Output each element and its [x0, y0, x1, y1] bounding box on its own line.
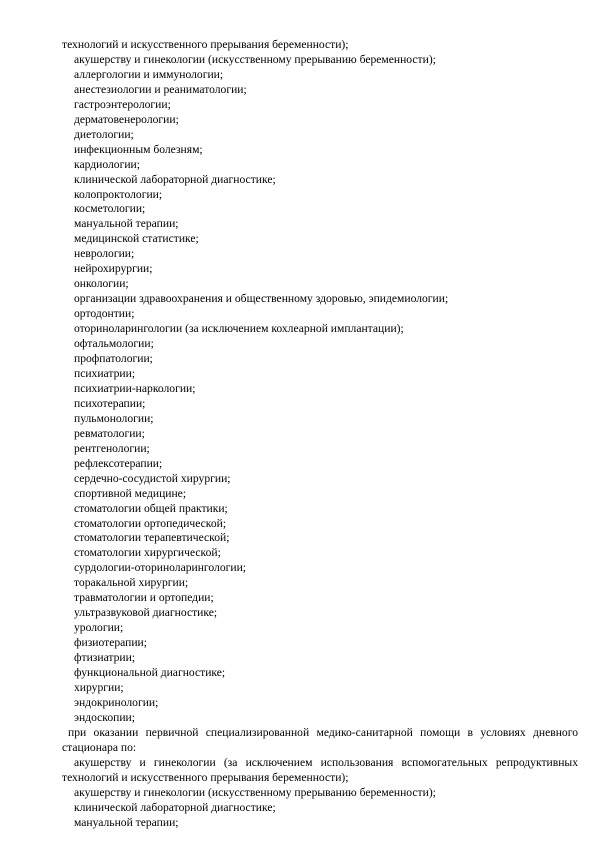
text-line: технологий и искусственного прерывания беременности); [62, 38, 349, 51]
list-item: организации здравоохранения и общественному здоровью, эпидемиологии; [74, 292, 449, 306]
list-item: торакальной хирургии; [74, 576, 189, 590]
list-item: стоматологии хирургической; [74, 546, 221, 560]
list-item: фтизиатрии; [74, 651, 136, 665]
list-item: профпатологии; [74, 352, 153, 366]
list-item: аллергологии и иммунологии; [74, 67, 224, 81]
list-item: клинической лабораторной диагностике; [74, 172, 276, 186]
list-item: психотерапии; [74, 396, 146, 410]
list-item: рефлексотерапии; [74, 456, 163, 470]
list-item: анестезиологии и реаниматологии; [74, 82, 247, 96]
list-item: онкологии; [74, 277, 129, 291]
list-item: кардиологии; [74, 157, 140, 171]
list-item: травматологии и ортопедии; [74, 591, 214, 605]
list-item: косметологии; [74, 202, 146, 216]
list-item: урологии; [74, 621, 124, 635]
list-item: рентгенологии; [74, 441, 150, 455]
list-item: нейрохирургии; [74, 262, 153, 276]
list-item: стоматологии ортопедической; [74, 516, 227, 530]
list-item: эндокринологии; [74, 695, 159, 709]
list-item: функциональной диагностике; [74, 666, 226, 680]
list-item: пульмонологии; [74, 411, 154, 425]
list-item: медицинской статистике; [74, 232, 199, 246]
list-item: стоматологии общей практики; [74, 501, 228, 515]
document-body [62, 38, 578, 831]
list-item: офтальмологии; [74, 337, 154, 351]
list-item: мануальной терапии; [74, 815, 179, 829]
list-item: диетологии; [74, 127, 134, 141]
list-item: дерматовенерологии; [74, 112, 179, 126]
list-item: неврологии; [74, 247, 135, 261]
list-item: клинической лабораторной диагностике; [74, 800, 276, 814]
list-item: оториноларингологии (за исключением кохлеарной имплантации); [74, 322, 404, 336]
list-item: мануальной терапии; [74, 217, 179, 231]
list-item: гастроэнтерологии; [74, 97, 171, 111]
list-item: физиотерапии; [74, 636, 147, 650]
list-item: акушерству и гинекологии (искусственному прерыванию беременности); [74, 52, 436, 66]
list-item: колопроктологии; [74, 187, 163, 201]
list-item: сердечно-сосудистой хирургии; [74, 471, 231, 485]
section-heading-line: при оказании первичной специализированной медико-санитарной помощи в условиях дневного [68, 725, 578, 739]
list-item: инфекционным болезням; [74, 142, 203, 156]
list-item-continuation: технологий и искусственного прерывания беременности); [62, 770, 349, 784]
list-item: ультразвуковой диагностике; [74, 606, 218, 620]
list-item: эндоскопии; [74, 710, 135, 724]
list-item: психиатрии-наркологии; [74, 381, 196, 395]
list-item: ортодонтии; [74, 307, 135, 321]
list-item: психиатрии; [74, 366, 136, 380]
list-item: стоматологии терапевтической; [74, 531, 230, 545]
list-item: хирургии; [74, 680, 124, 694]
list-item: ревматологии; [74, 426, 145, 440]
list-item: спортивной медицине; [74, 486, 187, 500]
list-item: акушерству и гинекологии (за исключением использования вспомогательных репродуктивных [74, 755, 578, 769]
list-item: сурдологии-оториноларингологии; [74, 561, 247, 575]
list-item: акушерству и гинекологии (искусственному прерыванию беременности); [74, 785, 436, 799]
section-heading-continuation: стационара по: [62, 740, 137, 754]
